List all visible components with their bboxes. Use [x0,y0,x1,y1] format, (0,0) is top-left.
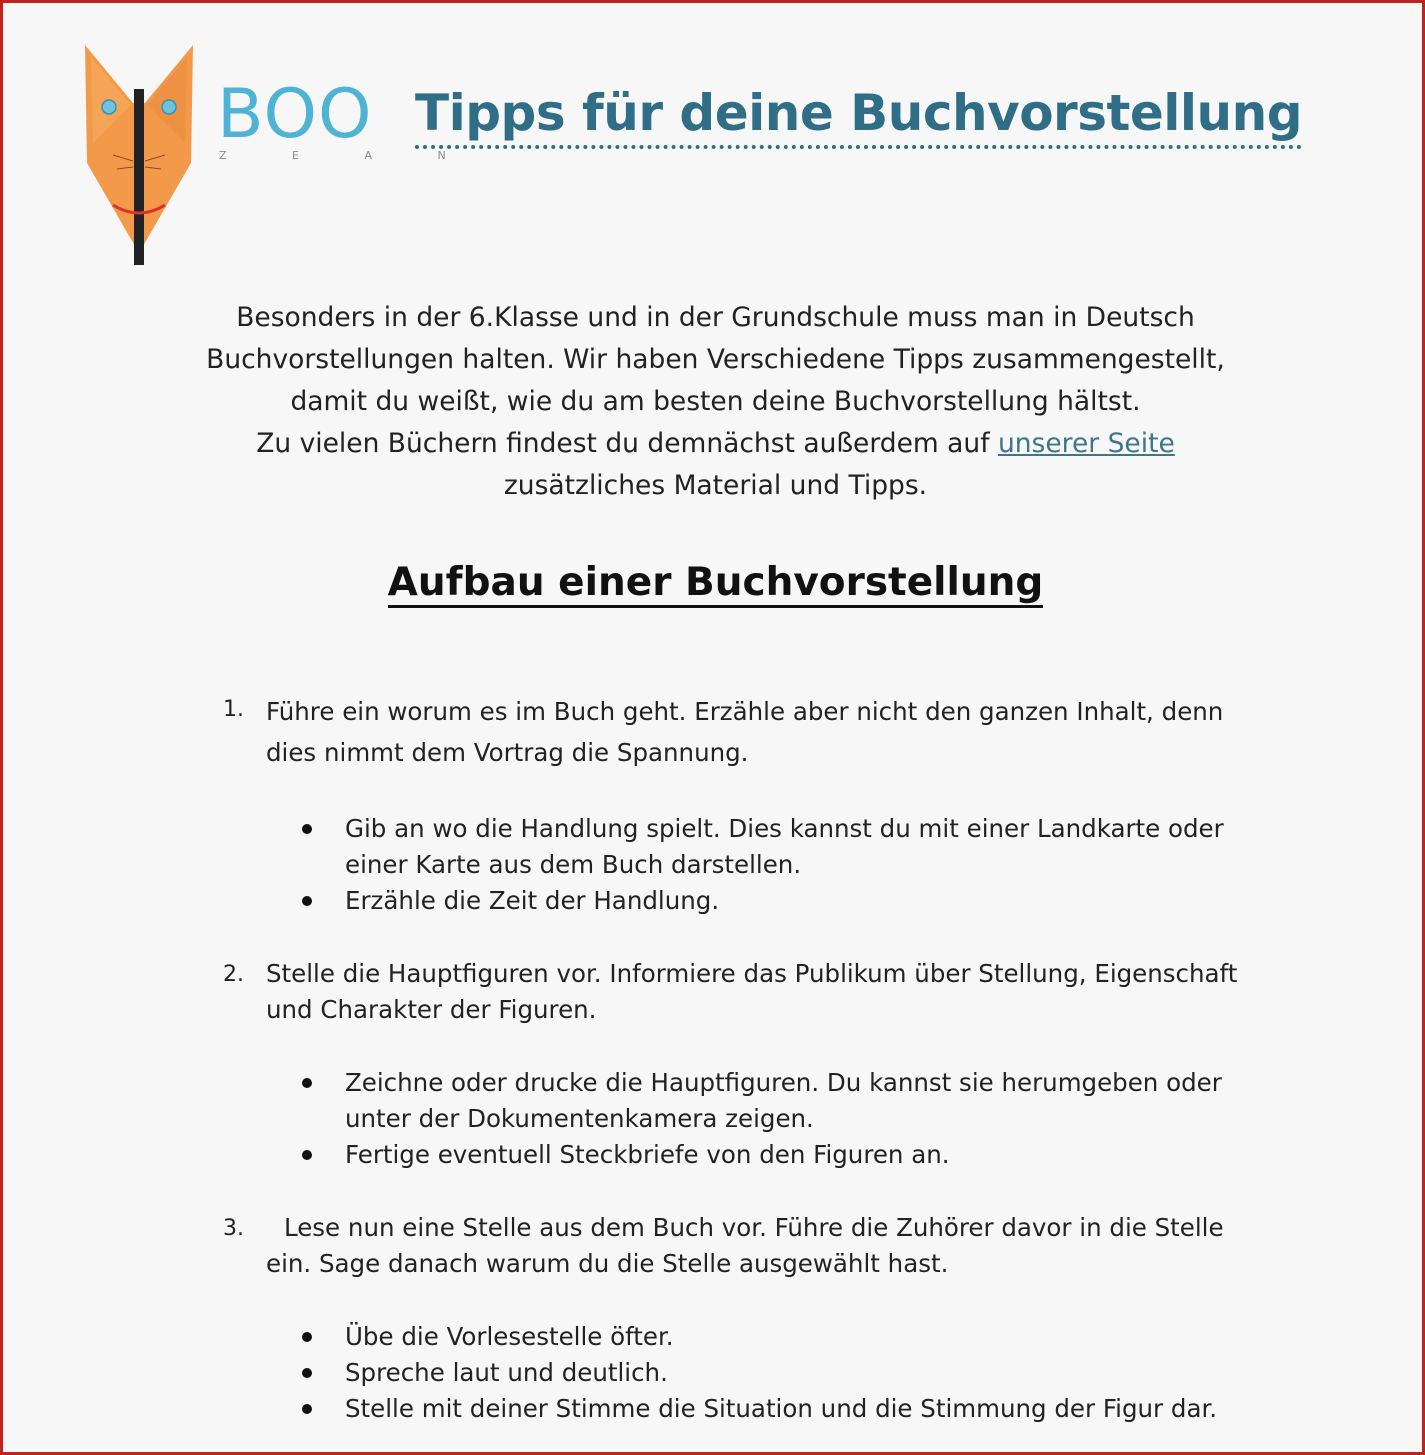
bullet-text: Fertige eventuell Steckbriefe von den Figuren an. [345,1140,950,1169]
our-site-link[interactable]: unserer Seite [997,428,1175,459]
bullet-text: Zeichne oder drucke die Hauptfiguren. Du kannst sie herumgeben oder unter der Dokumentenkamera zeigen. [345,1068,1222,1133]
intro-line-5: zusätzliches Material und Tipps. [503,470,928,501]
list-item [3,1065,1275,1137]
step-text: Stelle die Hauptfiguren vor. Informiere das Publikum über Stellung, Eigenschaft und Charakter der Figuren. [266,959,1238,1024]
list-item [3,1391,1275,1427]
bullet-icon [302,1368,312,1378]
step-number: 1. [223,697,244,722]
list-item [3,1137,1275,1173]
step-text: Lese nun eine Stelle aus dem Buch vor. Führe die Zuhörer davor in die Stelle ein. Sage danach warum du die Stelle ausgewählt hast. [266,1213,1224,1278]
intro-paragraph [153,297,1278,507]
bullet-text: Spreche laut und deutlich. [345,1358,668,1387]
list-item [3,1355,1275,1391]
step-number: 2. [223,962,244,987]
intro-line-3: damit du weißt, wie du am besten deine Buchvorstellung hältst. [290,386,1141,417]
bullet-icon [302,1150,312,1160]
bullet-text: Übe die Vorlesestelle öfter. [345,1322,674,1351]
section-title-text: Aufbau einer Buchvorstellung [388,560,1044,608]
intro-line-4: Zu vielen Büchern findest du demnächst außerdem auf [256,428,998,459]
section-title [3,555,1425,611]
logo-wordmark: BOO [217,75,373,154]
step-1-bullets [3,811,1425,919]
bullet-icon [302,1404,312,1414]
fox-logo-icon [83,43,195,267]
logo-subtitle: Z E A N [219,149,477,162]
bullet-text: Stelle mit deiner Stimme die Situation und die Stimmung der Figur dar. [345,1394,1218,1423]
bullet-icon [302,824,312,834]
list-item [3,1319,1275,1355]
bullet-text: Erzähle die Zeit der Handlung. [345,886,720,915]
intro-line-2: Buchvorstellungen halten. Wir haben Verschiedene Tipps zusammengestellt, [206,344,1225,375]
intro-line-1: Besonders in der 6.Klasse und in der Grundschule muss man in Deutsch [236,302,1195,333]
step-number: 3. [223,1216,244,1241]
bullet-icon [302,896,312,906]
bullet-text: Gib an wo die Handlung spielt. Dies kannst du mit einer Landkarte oder einer Karte aus dem Buch darstellen. [345,814,1224,879]
list-item [3,811,1275,883]
step-text: Führe ein worum es im Buch geht. Erzähle aber nicht den ganzen Inhalt, denn dies nimmt dem Vortrag die Spannung. [266,697,1224,767]
list-item [3,883,1275,919]
step-3-bullets [3,1319,1425,1427]
bullet-icon [302,1332,312,1342]
page-title: Tipps für deine Buchvorstellung [415,83,1302,149]
bullet-icon [302,1078,312,1088]
step-2-bullets [3,1065,1425,1173]
